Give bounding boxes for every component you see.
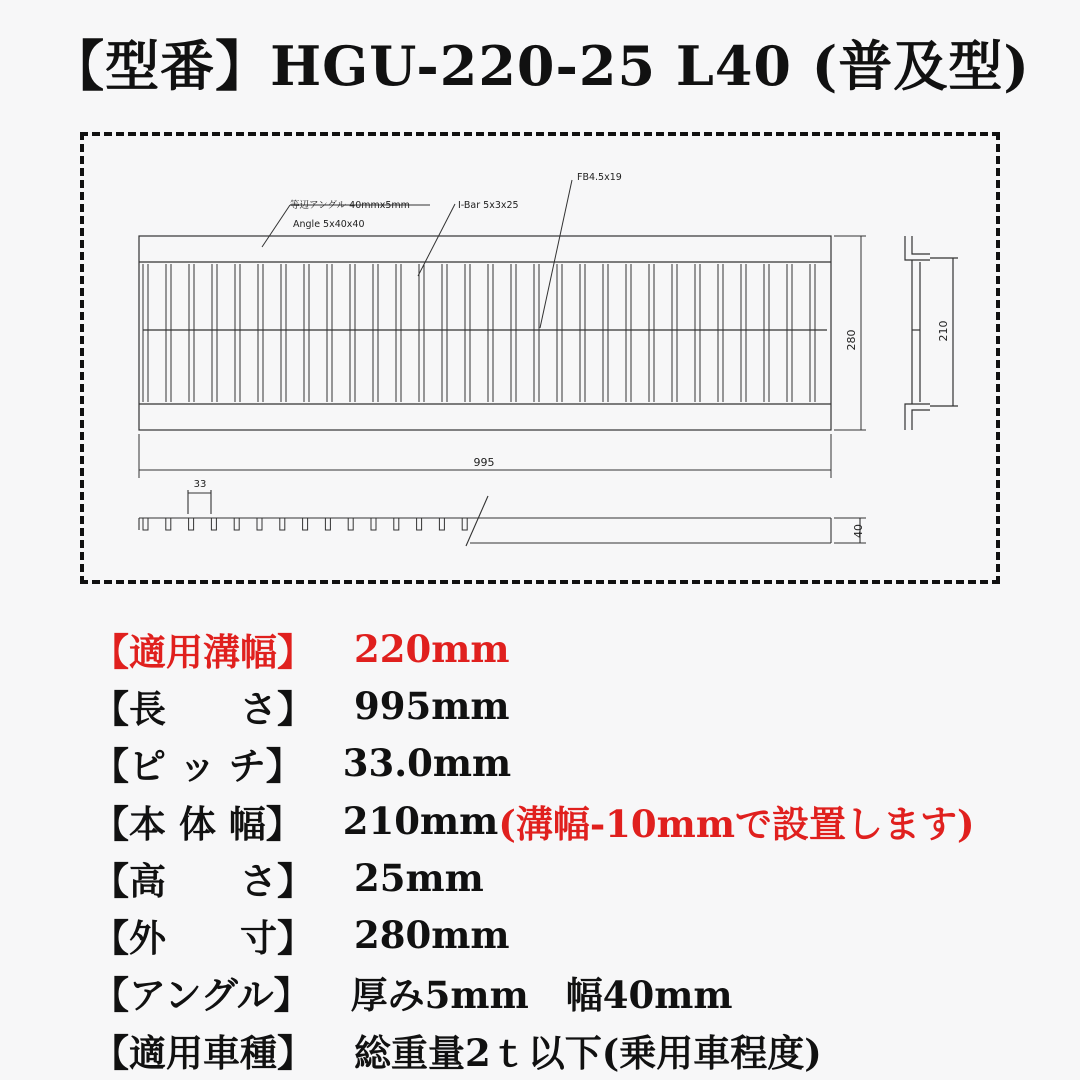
- spec-label: 【アングル】: [92, 973, 311, 1018]
- elevation-tooth: [257, 518, 262, 530]
- spec-row: [92, 792, 974, 849]
- break-line: [466, 496, 488, 546]
- spec-value: 厚み5mm 幅40mm: [350, 973, 733, 1018]
- spec-value: 995mm: [354, 683, 510, 728]
- elevation-tooth: [303, 518, 308, 530]
- page-title: 【型番】HGU-220-25 L40 (普及型): [50, 34, 1030, 98]
- dim-length-995: 995: [473, 456, 495, 469]
- elevation-tooth: [234, 518, 239, 530]
- spec-label: 【高 さ】: [92, 858, 314, 903]
- spec-value: 25mm: [354, 855, 484, 900]
- angle-label-en: Angle 5x40x40: [293, 219, 365, 230]
- spec-row: [92, 620, 974, 677]
- elevation-tooth: [417, 518, 422, 530]
- bearing-bars: [143, 264, 815, 402]
- elevation-tooth: [348, 518, 353, 530]
- spec-label: 【外 寸】: [92, 916, 314, 961]
- elevation-tooth: [280, 518, 285, 530]
- spec-row: [92, 1021, 974, 1078]
- spec-label: 【適用車種】: [92, 1030, 314, 1075]
- dim-body-210: 210: [937, 320, 950, 342]
- elevation-tooth: [325, 518, 330, 530]
- fb-label: FB4.5x19: [577, 172, 622, 183]
- spec-value: 210mm: [342, 798, 499, 843]
- elevation-tooth: [211, 518, 216, 530]
- elevation-tooth: [394, 518, 399, 530]
- spec-value: 220mm: [354, 626, 510, 671]
- dim-thickness-40: 40: [852, 524, 865, 538]
- elevation-tooth: [166, 518, 171, 530]
- angle-leader: [262, 205, 290, 247]
- elevation-tooth: [189, 518, 194, 530]
- spec-row: [92, 906, 974, 963]
- side-section: [905, 236, 958, 430]
- dim-pitch-33: 33: [193, 479, 207, 490]
- spec-value: 総重量2ｔ以下(乗用車程度): [354, 1030, 822, 1075]
- spec-row: [92, 677, 974, 734]
- spec-note: (溝幅-10mmで設置します): [498, 801, 975, 846]
- angle-label-jp: 等辺アングル 40mmx5mm: [290, 200, 410, 211]
- grating-outline: [139, 236, 831, 430]
- elevation-tooth: [143, 518, 148, 530]
- elevation-view: [139, 490, 866, 546]
- ibar-label: I-Bar 5x3x25: [458, 200, 519, 211]
- elevation-teeth: [143, 518, 467, 530]
- spec-row: [92, 849, 974, 906]
- spec-row: [92, 735, 974, 792]
- ibar-leader: [418, 204, 455, 276]
- spec-value: 280mm: [354, 913, 510, 958]
- spec-label: 【本 体 幅】: [92, 801, 303, 846]
- elevation-tooth: [462, 518, 467, 530]
- elevation-tooth: [371, 518, 376, 530]
- spec-label: 【適用溝幅】: [92, 629, 314, 674]
- spec-list: [92, 620, 974, 1078]
- spec-label: 【ピ ッ チ】: [92, 744, 303, 789]
- fb-leader: [540, 180, 572, 328]
- spec-row: [92, 964, 974, 1021]
- dim-height-280: 280: [845, 329, 858, 351]
- elevation-tooth: [439, 518, 444, 530]
- spec-label: 【長 さ】: [92, 686, 314, 731]
- spec-value: 33.0mm: [342, 741, 512, 786]
